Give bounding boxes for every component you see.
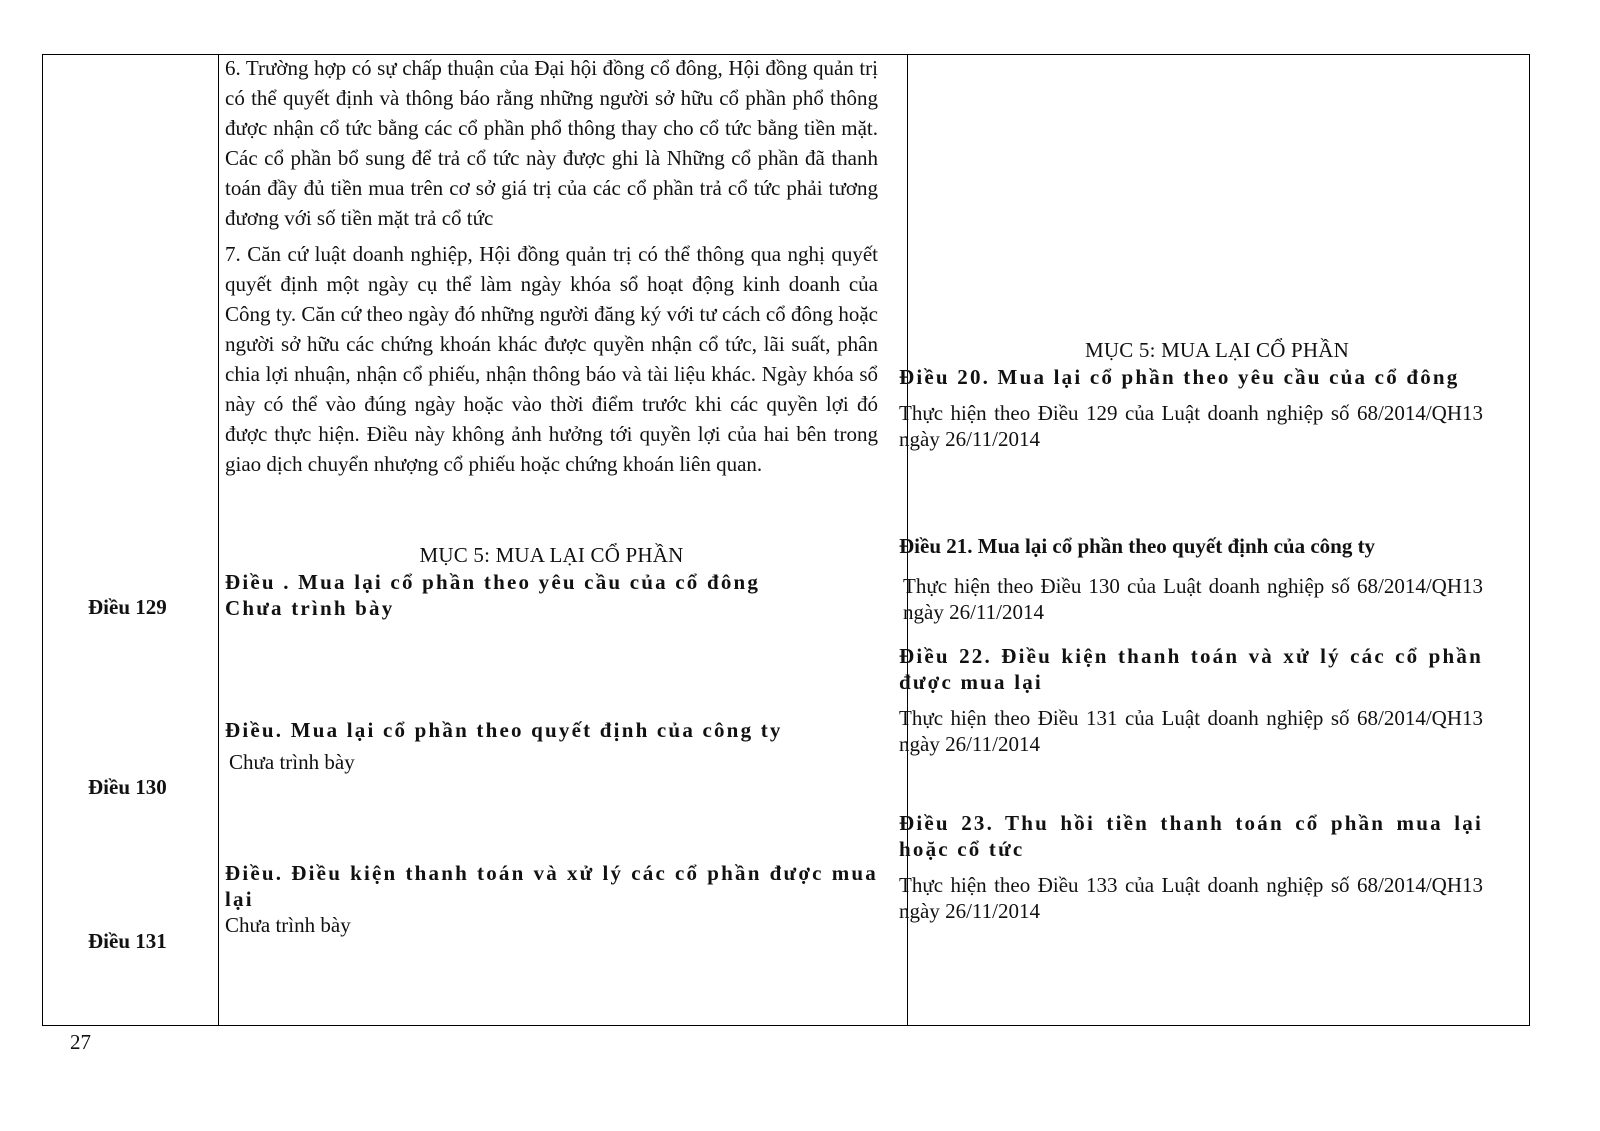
article-3-body: Chưa trình bày — [225, 913, 351, 937]
article-1-title: Điều . Mua lại cổ phần theo yêu cầu của cổ đông — [225, 570, 761, 594]
article-23-title: Điều 23. Thu hồi tiền thanh toán cổ phần mua lại hoặc cổ tức — [899, 811, 1483, 861]
article-22-title: Điều 22. Điều kiện thanh toán và xử lý các cổ phần được mua lại — [899, 644, 1483, 694]
middle-article-3 — [225, 860, 878, 938]
page-number: 27 — [70, 1030, 91, 1054]
middle-column — [225, 53, 878, 479]
article-22-body: Thực hiện theo Điều 131 của Luật doanh nghiệp số 68/2014/QH13 ngày 26/11/2014 — [899, 706, 1483, 756]
right-article-20 — [899, 364, 1483, 452]
article-2-body: Chưa trình bày — [229, 750, 355, 774]
middle-article-2 — [225, 717, 878, 775]
right-section-heading: MỤC 5: MUA LẠI CỔ PHẦN — [1084, 338, 1349, 362]
article-20-body: Thực hiện theo Điều 129 của Luật doanh nghiệp số 68/2014/QH13 ngày 26/11/2014 — [899, 401, 1483, 451]
right-article-23 — [899, 810, 1483, 924]
middle-article-1 — [225, 569, 878, 621]
law-ref-dieu-129: Điều 129 — [88, 595, 167, 619]
article-21-body: Thực hiện theo Điều 130 của Luật doanh nghiệp số 68/2014/QH13 ngày 26/11/2014 — [903, 574, 1483, 624]
article-3-title: Điều. Điều kiện thanh toán và xử lý các cổ phần được mua lại — [225, 861, 878, 911]
article-23-body: Thực hiện theo Điều 133 của Luật doanh nghiệp số 68/2014/QH13 ngày 26/11/2014 — [899, 873, 1483, 923]
right-article-21 — [899, 533, 1483, 625]
comparison-table — [42, 54, 1530, 1026]
article-21-title: Điều 21. Mua lại cổ phần theo quyết định của công ty — [899, 534, 1376, 558]
right-article-22 — [899, 643, 1483, 757]
paragraph-6: 6. Trường hợp có sự chấp thuận của Đại hội đồng cổ đông, Hội đồng quản trị có thể quyết định và thông báo rằng những người sở hữu cổ phần phổ thông được nhận cổ tức bằng các cổ phần phổ thông thay cho cổ tức bằng tiền mặt. Các cổ phần bổ sung để trả cổ tức này được ghi là Những cổ phần đã thanh toán đầy đủ tiền mua trên cơ sở giá trị của các cổ phần trả cổ tức phải tương đương với số tiền mặt trả cổ tức — [225, 56, 878, 230]
middle-section-heading: MỤC 5: MUA LẠI CỔ PHẦN — [419, 543, 684, 567]
paragraph-7: 7. Căn cứ luật doanh nghiệp, Hội đồng quản trị có thể thông qua nghị quyết quyết định một ngày cụ thể làm ngày khóa sổ hoạt động kinh doanh của Công ty. Căn cứ theo ngày đó những người đăng ký với tư cách cổ đông hoặc người sở hữu các chứng khoán khác được quyền nhận cổ tức, lãi suất, phân chia lợi nhuận, nhận cổ phiếu, nhận thông báo và tài liệu khác. Ngày khóa sổ này có thể vào đúng ngày hoặc vào thời điểm trước khi các quyền lợi đó được thực hiện. Điều này không ảnh hưởng tới quyền lợi của hai bên trong giao dịch chuyển nhượng cổ phiếu hoặc chứng khoán liên quan. — [225, 242, 878, 476]
article-2-title: Điều. Mua lại cổ phần theo quyết định của công ty — [225, 718, 783, 742]
article-1-body: Chưa trình bày — [225, 596, 395, 620]
column-divider-left — [218, 55, 219, 1025]
law-ref-dieu-131: Điều 131 — [88, 929, 167, 953]
law-ref-dieu-130: Điều 130 — [88, 775, 167, 799]
article-20-title: Điều 20. Mua lại cổ phần theo yêu cầu của cổ đông — [899, 365, 1460, 389]
